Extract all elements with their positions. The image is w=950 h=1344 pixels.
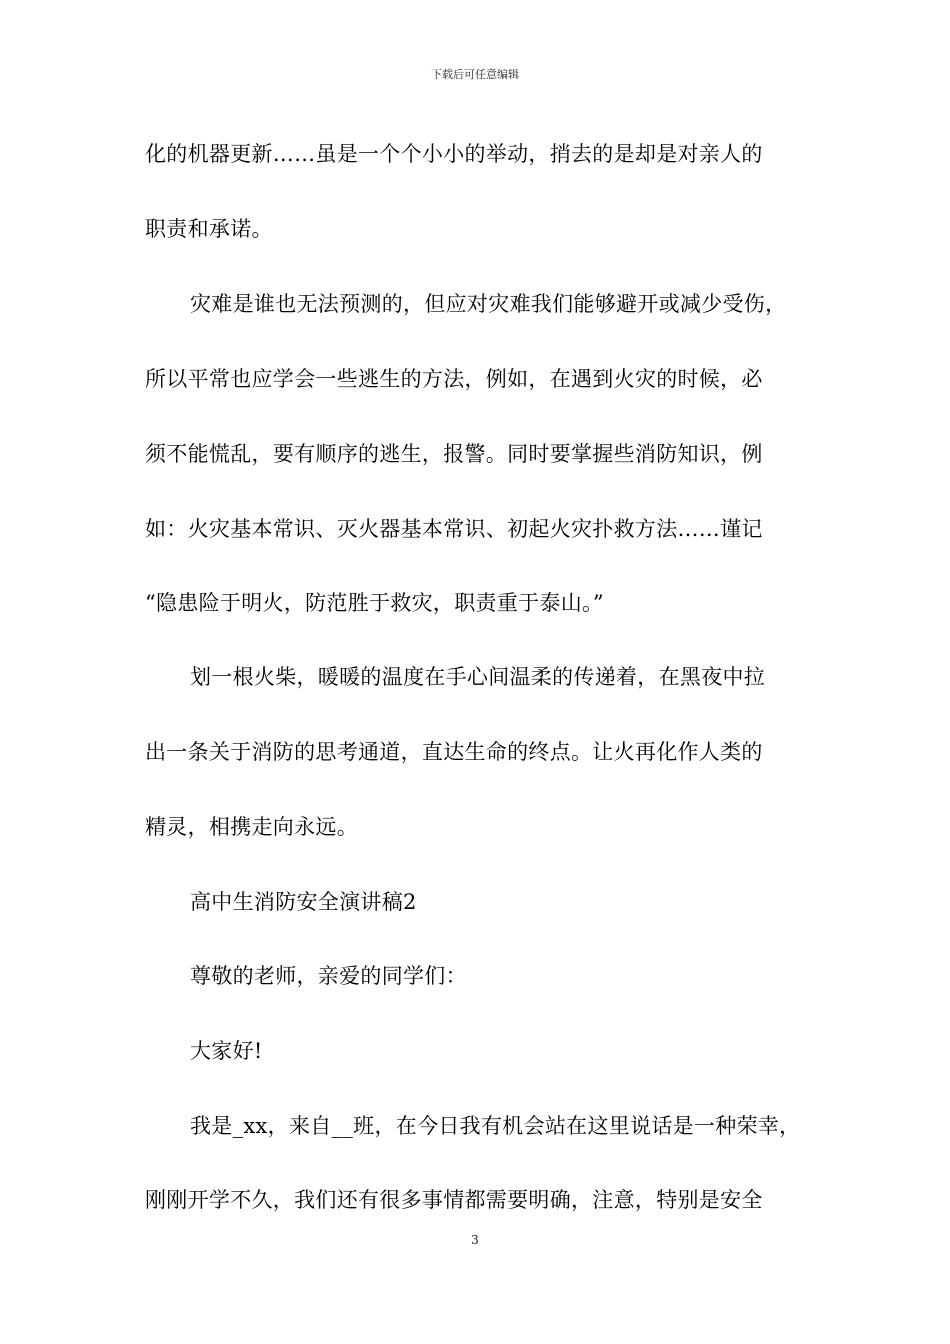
body-line: 职责和承诺。 xyxy=(145,217,273,241)
page-header: 下载后可任意编辑 xyxy=(431,68,519,81)
body-line: 我是_xx，来自__班，在今日我有机会站在这里说话是一种荣幸， xyxy=(190,1114,801,1138)
body-line: “隐患险于明火，防范胜于救灾，职责重于泰山。” xyxy=(145,591,604,615)
body-line: 划一根火柴，暖暖的温度在手心间温柔的传递着，在黑夜中拉 xyxy=(190,665,766,689)
page-number: 3 xyxy=(471,1233,479,1247)
body-line: 须不能慌乱，要有顺序的逃生，报警。同时要掌握些消防知识，例 xyxy=(145,442,763,466)
section-title: 高中生消防安全演讲稿2 xyxy=(190,890,417,914)
body-line: 刚刚开学不久，我们还有很多事情都需要明确，注意，特别是安全 xyxy=(145,1188,763,1212)
body-line: 出一条关于消防的思考通道，直达生命的终点。让火再化作人类的 xyxy=(145,740,763,764)
body-line: 化的机器更新……虽是一个个小小的举动，捎去的是却是对亲人的 xyxy=(145,142,763,166)
body-line: 精灵，相携走向永远。 xyxy=(145,815,358,839)
greeting: 大家好! xyxy=(190,1039,263,1063)
body-line: 如：火灾基本常识、灭火器基本常识、初起火灾扑救方法……谨记 xyxy=(145,517,763,541)
body-line: 灾难是谁也无法预测的，但应对灾难我们能够避开或减少受伤， xyxy=(190,292,787,316)
body-line: 所以平常也应学会一些逃生的方法，例如，在遇到火灾的时候，必 xyxy=(145,367,763,391)
salutation: 尊敬的老师，亲爱的同学们： xyxy=(190,964,467,988)
